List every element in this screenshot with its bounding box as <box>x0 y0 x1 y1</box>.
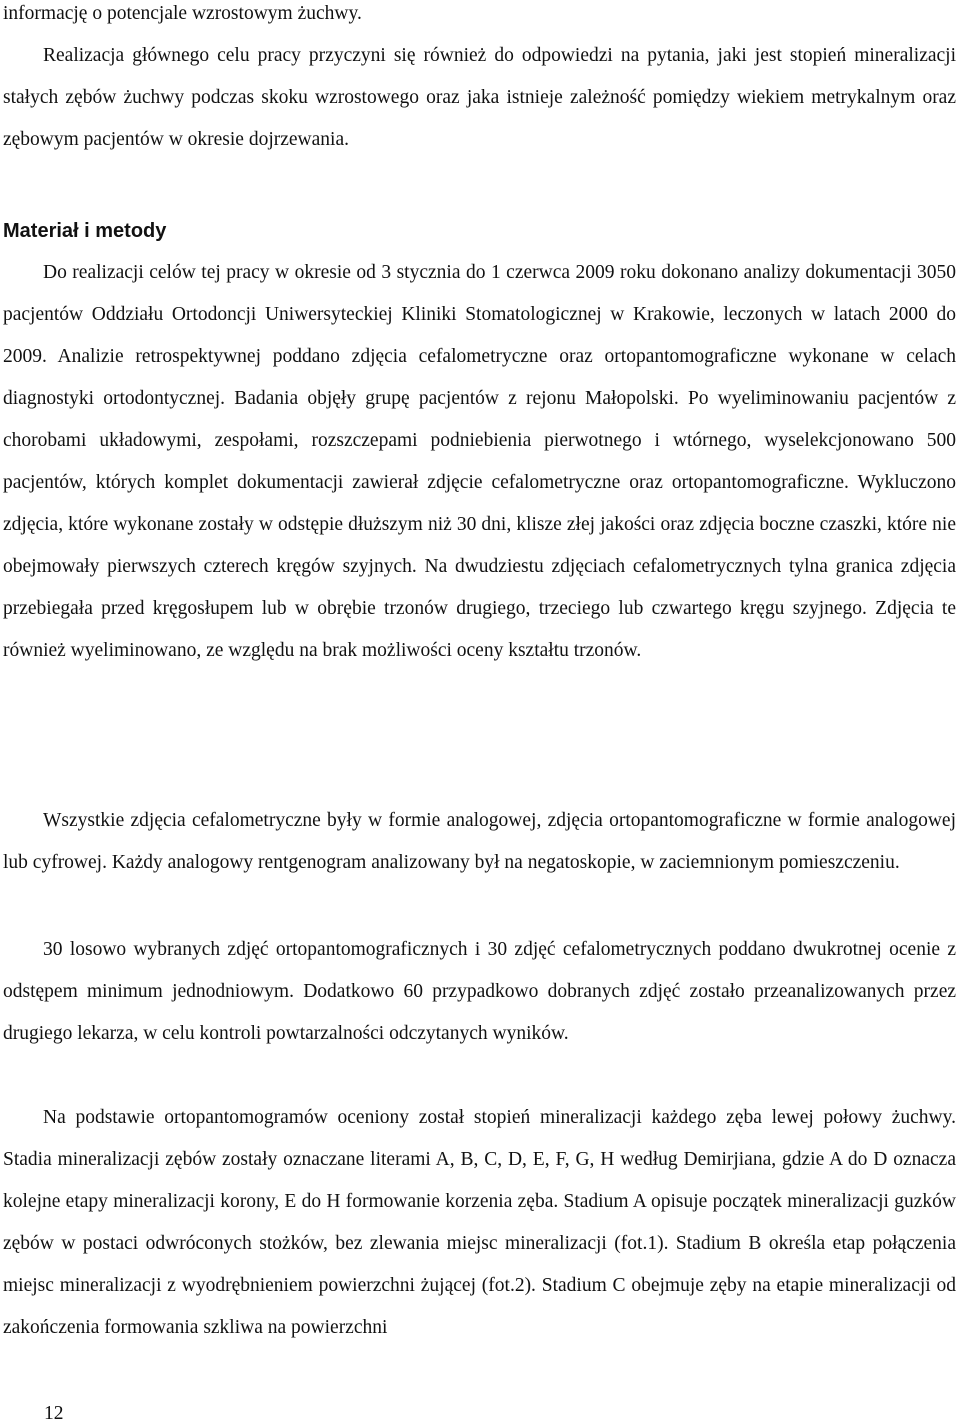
body-paragraph: Wszystkie zdjęcia cefalometryczne były w formie analogowej, zdjęcia ortopantomograficzne w formie analogowej lub cyfrowej. Każdy analogowy rentgenogram analizowany był na negatoskopie, w zaciemnionym pomieszczeniu. <box>3 810 956 873</box>
intro-tail-text: informację o potencjale wzrostowym żuchwy. <box>3 3 362 24</box>
body-paragraph: Do realizacji celów tej pracy w okresie od 3 stycznia do 1 czerwca 2009 roku dokonano analizy dokumentacji 3050 pacjentów Oddziału Ortodoncji Uniwersyteckiej Kliniki Stomatologicznej w Krakowie, leczonych w latach 2000 do 2009. Analizie retrospektywnej poddano zdjęcia cefalometryczne oraz ortopantomograficzne wykonane w celach diagnostyki ortodontycznej. Badania objęły grupę pacjentów z rejonu Małopolski. Po wyeliminowaniu pacjentów z chorobami układowymi, zespołami, rozszczepami podniebienia pierwotnego i wtórnego, wyselekcjonowano 500 pacjentów, których komplet dokumentacji zawierał zdjęcie cefalometryczne oraz ortopantomograficzne. Wykluczono zdjęcia, które wykonane zostały w odstępie dłuższym niż 30 dni, klisze złej jakości oraz zdjęcia boczne czaszki, które nie obejmowały pierwszych czterech kręgów szyjnych. Na dwudziestu zdjęciach cefalometrycznych tylna granica zdjęcia przebiegała przed kręgosłupem lub w obrębie trzonów drugiego, trzeciego lub czwartego kręgu szyjnego. Zdjęcia te również wyeliminowano, ze względu na brak możliwości oceny kształtu trzonów. <box>3 262 956 661</box>
intro-paragraph: Realizacja głównego celu pracy przyczyni się również do odpowiedzi na pytania, jaki jest stopień mineralizacji stałych zębów żuchwy podczas skoku wzrostowego oraz jaka istnieje zależność pomiędzy wiekiem metrykalnym oraz zębowym pacjentów w okresie dojrzewania. <box>3 45 956 150</box>
body-paragraph: 30 losowo wybranych zdjęć ortopantomograficznych i 30 zdjęć cefalometrycznych poddano dwukrotnej ocenie z odstępem minimum jednodniowym. Dodatkowo 60 przypadkowo dobranych zdjęć zostało przeanalizowanych przez drugiego lekarza, w celu kontroli powtarzalności odczytanych wyników. <box>3 939 956 1044</box>
body-paragraph: Na podstawie ortopantomogramów oceniony został stopień mineralizacji każdego zęba lewej połowy żuchwy. Stadia mineralizacji zębów zostały oznaczane literami A, B, C, D, E, F, G, H według Demirjiana, gdzie A do D oznacza kolejne etapy mineralizacji korony, E do H formowanie korzenia zęba. Stadium A opisuje początek mineralizacji guzków zębów w postaci odwróconych stożków, bez zlewania miejsc mineralizacji (fot.1). Stadium B określa etap połączenia miejsc mineralizacji z wyodrębnieniem powierzchni żującej (fot.2). Stadium C obejmuje zęby na etapie mineralizacji od zakończenia formowania szkliwa na powierzchni <box>3 1107 956 1338</box>
page-number: 12 <box>44 1403 64 1424</box>
section-heading: Materiał i metody <box>3 220 167 242</box>
